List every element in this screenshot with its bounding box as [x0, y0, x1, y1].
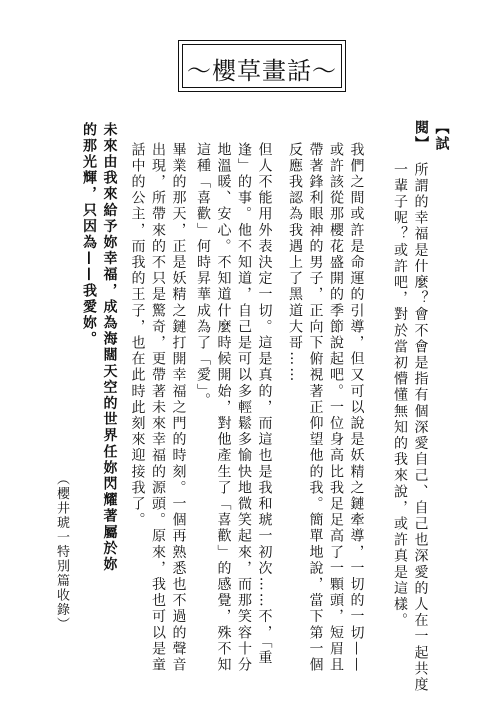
closing-quote-text: 未來由我來給予妳幸福，成為海闊天空的世界任妳閃耀著屬於妳的那光輝，只因為——我愛妳。 — [81, 122, 118, 573]
paragraph-2 — [287, 142, 387, 687]
title-box — [178, 40, 346, 92]
paragraph-3-text: 但人不能用外表決定一切。這是真的，而這也是我和琥一初次……不，「重逢」的事。他不知道，自己是可以多輕鬆多愉快地微笑起來，而那笑容十分地溫暖、安心。不知道什麼時候開始，對他產生了「喜歡」的感覺，殊不知這種「喜歡」何時昇華成為了「愛」。 — [195, 142, 273, 674]
paragraph-1 — [392, 162, 451, 707]
paragraph-4-text: 畢業的那天，正是妖精之鏈打開幸福之門的時刻。一個再熟悉也不過的聲音出現，所帶來的不只是驚奇，更帶著未來幸福的源頭。原來，我也可以是童話中的公主，而我的王子，也在此時此刻來迎接我了。 — [129, 142, 187, 674]
section-tag — [411, 120, 473, 160]
paragraph-3 — [195, 142, 295, 687]
page-title: 〜櫻草畫話〜 — [187, 57, 337, 85]
credit-note: （櫻井琥一特別篇收錄） — [54, 472, 69, 632]
paragraph-2-text: 我們之間或許是命運的引導，但又可以說是妖精之鏈牽導，一切的一切——或許該從那櫻花盛開的季節說起吧。一位身高比我足足高了一顆頭，短眉且帶著鋒利眼神的男子，正向下俯視著正仰望他的我。簡單地說，當下第一個反應我認為我遇上了黑道大哥…… — [287, 142, 365, 674]
paragraph-1-text: 所謂的幸福是什麼？會不會是指有個深愛自己、自己也深愛的人在一起共度一輩子呢？或許吧，對於當初懵懂無知的我來說，或許真是這樣。 — [392, 162, 429, 694]
closing-quote — [74, 122, 140, 587]
section-tag-label: 【試閱】 — [413, 120, 450, 153]
paragraph-4 — [129, 142, 209, 687]
